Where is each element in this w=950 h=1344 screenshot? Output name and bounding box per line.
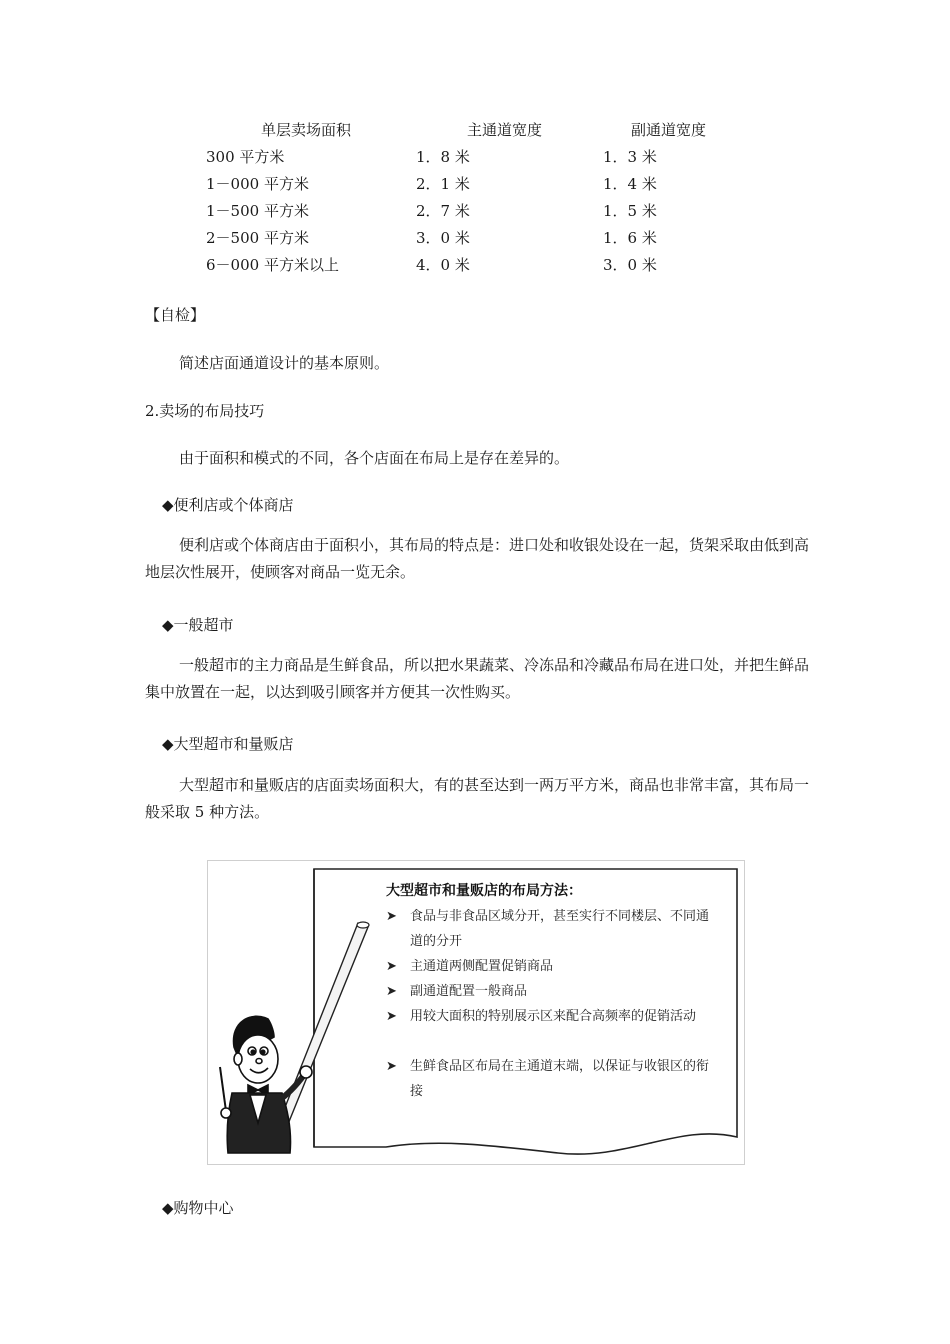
table-header-area: 单层卖场面积 — [261, 121, 352, 139]
arrow-right-icon: ➤ — [386, 959, 397, 974]
list-item: ➤ 副通道配置一般商品 — [386, 979, 716, 1004]
paragraph-supermarket: 一般超市的主力商品是生鲜食品，所以把水果蔬菜、冷冻品和冷藏品布局在进口处，并把生鲜品集中放置在一起，以达到吸引顾客并方便其一次性购买。 — [145, 656, 810, 701]
arrow-right-icon: ➤ — [386, 984, 397, 999]
table-cell: 6－000 平方米以上 — [206, 256, 339, 274]
table-header-side-aisle: 副通道宽度 — [631, 121, 707, 139]
bullet-convenience-store: ◆便利店或个体商店 — [162, 496, 294, 514]
table-cell: 3．0 米 — [603, 256, 657, 274]
table-cell: 2．1 米 — [416, 175, 470, 193]
list-item: ➤ 主通道两侧配置促销商品 — [386, 954, 716, 979]
list-item: ➤ 生鲜食品区布局在主通道末端，以保证与收银区的衔接 — [386, 1054, 716, 1104]
bullet-hypermarket: ◆大型超市和量贩店 — [162, 735, 294, 753]
table-cell: 300 平方米 — [206, 148, 285, 166]
section-heading: 2.卖场的布局技巧 — [145, 402, 265, 420]
table-cell: 1．4 米 — [603, 175, 657, 193]
table-cell: 1．5 米 — [603, 202, 657, 220]
arrow-right-icon: ➤ — [386, 1059, 397, 1074]
paragraph-hypermarket: 大型超市和量贩店的店面卖场面积大，有的甚至达到一两万平方米，商品也非常丰富，其布局一般采取 5 种方法。 — [145, 776, 810, 821]
section-intro: 由于面积和模式的不同，各个店面在布局上是存在差异的。 — [179, 449, 570, 467]
self-check-heading: 【自检】 — [145, 306, 206, 324]
bullet-shopping-mall: ◆购物中心 — [162, 1199, 234, 1217]
table-cell: 2．7 米 — [416, 202, 470, 220]
bullet-supermarket: ◆一般超市 — [162, 616, 234, 634]
table-cell: 1．8 米 — [416, 148, 470, 166]
table-header-main-aisle: 主通道宽度 — [467, 121, 543, 139]
figure-title: 大型超市和量贩店的布局方法： — [386, 883, 582, 899]
table-cell: 1－000 平方米 — [206, 175, 309, 193]
table-cell: 2－500 平方米 — [206, 229, 309, 247]
table-cell: 1－500 平方米 — [206, 202, 309, 220]
layout-methods-figure — [207, 860, 745, 1165]
table-cell: 1．3 米 — [603, 148, 657, 166]
self-check-question: 简述店面通道设计的基本原则。 — [179, 354, 390, 372]
table-cell: 4．0 米 — [416, 256, 470, 274]
cartoon-presenter-shape — [220, 1016, 312, 1153]
paragraph-convenience-store: 便利店或个体商店由于面积小，其布局的特点是：进口处和收银处设在一起，货架采取由低到高地层次性展开，使顾客对商品一览无余。 — [145, 536, 810, 581]
table-cell: 1．6 米 — [603, 229, 657, 247]
arrow-right-icon: ➤ — [386, 1009, 397, 1024]
arrow-right-icon: ➤ — [386, 909, 397, 924]
list-item: ➤ 用较大面积的特别展示区来配合高频率的促销活动 — [386, 1004, 716, 1029]
list-item: ➤ 食品与非食品区域分开，甚至实行不同楼层、不同通道的分开 — [386, 904, 716, 954]
table-cell: 3．0 米 — [416, 229, 470, 247]
